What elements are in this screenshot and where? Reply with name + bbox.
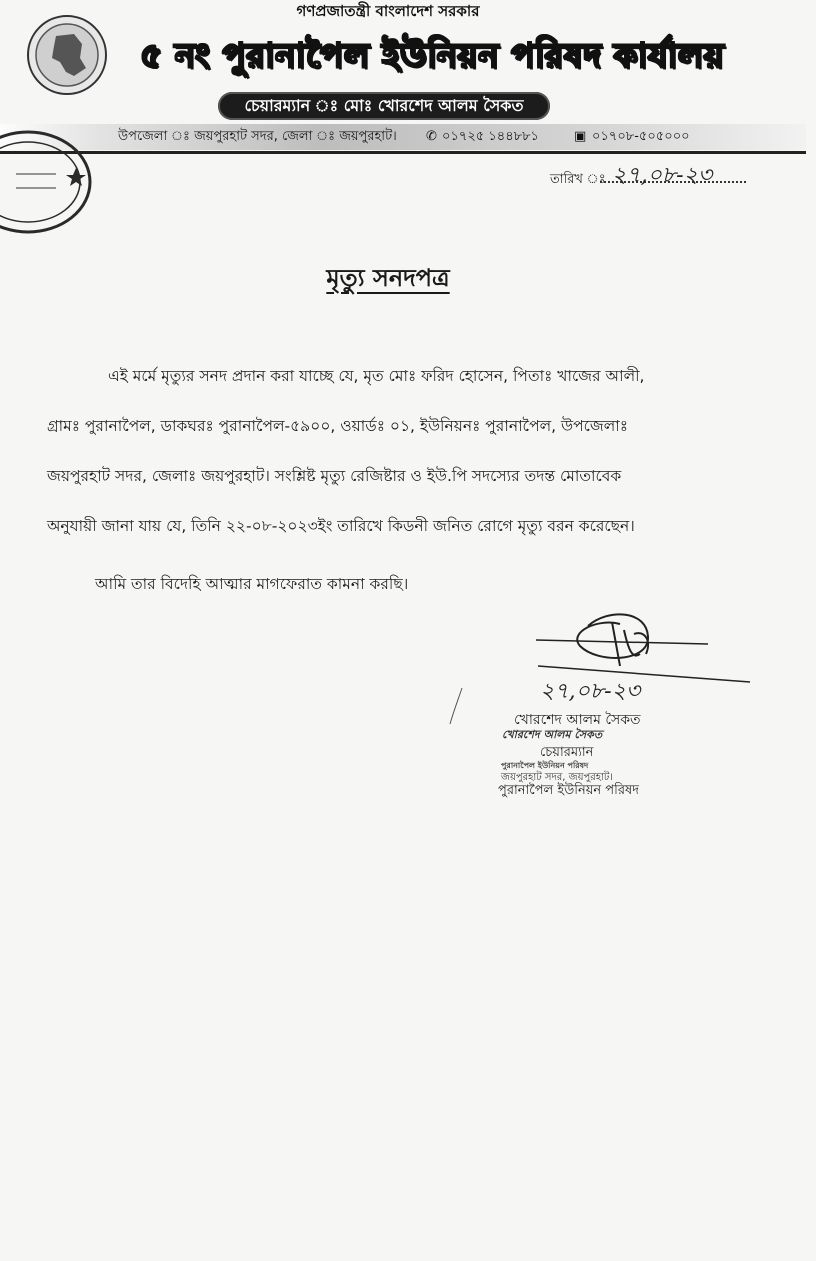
pen-stroke-icon — [448, 686, 464, 726]
address-text: উপজেলা ঃ জয়পুরহাট সদর, জেলা ঃ জয়পুরহাট। — [118, 129, 397, 144]
document-title: মৃত্যু সনদপত্র — [326, 264, 450, 292]
phone-number-1: ০১৭২৫ ১৪৪৮৮১ — [442, 129, 539, 144]
mobile-icon: ▣ — [574, 129, 587, 144]
signature-date: ২৭,০৮-২৩ — [540, 679, 641, 704]
signatory-designation: চেয়ারম্যান — [540, 745, 594, 760]
closing-line: আমি তার বিদেহি আত্মার মাগফেরাত কামনা করছি। — [95, 575, 409, 593]
round-office-stamp-icon — [0, 128, 96, 236]
phone-number-2: ০১৭০৮-৫০৫০০০ — [592, 129, 690, 144]
date-label: তারিখ ঃ — [550, 172, 606, 187]
date-value: ২৭,০৮-২৩ — [612, 163, 713, 188]
office-stamp-line-2: জয়পুরহাট সদর, জয়পুরহাট। — [501, 772, 613, 783]
header-divider — [0, 151, 806, 154]
government-seal-icon — [26, 14, 108, 96]
contact-bar — [0, 124, 806, 150]
office-stamp-line-1: পুরানাপৈল ইউনিয়ন পরিষদ — [501, 761, 589, 770]
body-line-1: এই মর্মে মৃত্যুর সনদ প্রদান করা যাচ্ছে যে, মৃত মোঃ ফরিদ হোসেন, পিতাঃ খাজের আলী, — [108, 367, 645, 385]
body-line-2: গ্রামঃ পুরানাপৈল, ডাকঘরঃ পুরানাপৈল-৫৯০০, ওয়ার্ডঃ ০১, ইউনিয়নঃ পুরানাপৈল, উপজেলাঃ — [47, 417, 628, 435]
body-line-4: অনুযায়ী জানা যায় যে, তিনি ২২-০৮-২০২৩ইং তারিখে কিডনী জনিত রোগে মৃত্যু বরন করেছেন। — [47, 517, 635, 535]
signatory-name: খোরশেদ আলম সৈকত — [514, 712, 641, 728]
chairman-banner: চেয়ারম্যান ঃ মোঃ খোরশেদ আলম সৈকত — [218, 92, 550, 120]
signatory-union: পুরানাপৈল ইউনিয়ন পরিষদ — [498, 783, 639, 798]
signatory-name-stamp: খোরশেদ আলম সৈকত — [502, 728, 603, 741]
body-line-3: জয়পুরহাট সদর, জেলাঃ জয়পুরহাট। সংশ্লিষ্ট মৃত্যু রেজিষ্টার ও ইউ.পি সদস্যের তদন্ত মোতাবেক — [47, 467, 622, 485]
office-title: ৫ নং পুরানাপৈল ইউনিয়ন পরিষদ কার্যালয় — [139, 36, 725, 76]
phone-icon: ✆ — [426, 129, 437, 144]
government-line: গণপ্রজাতন্ত্রী বাংলাদেশ সরকার — [296, 2, 480, 20]
